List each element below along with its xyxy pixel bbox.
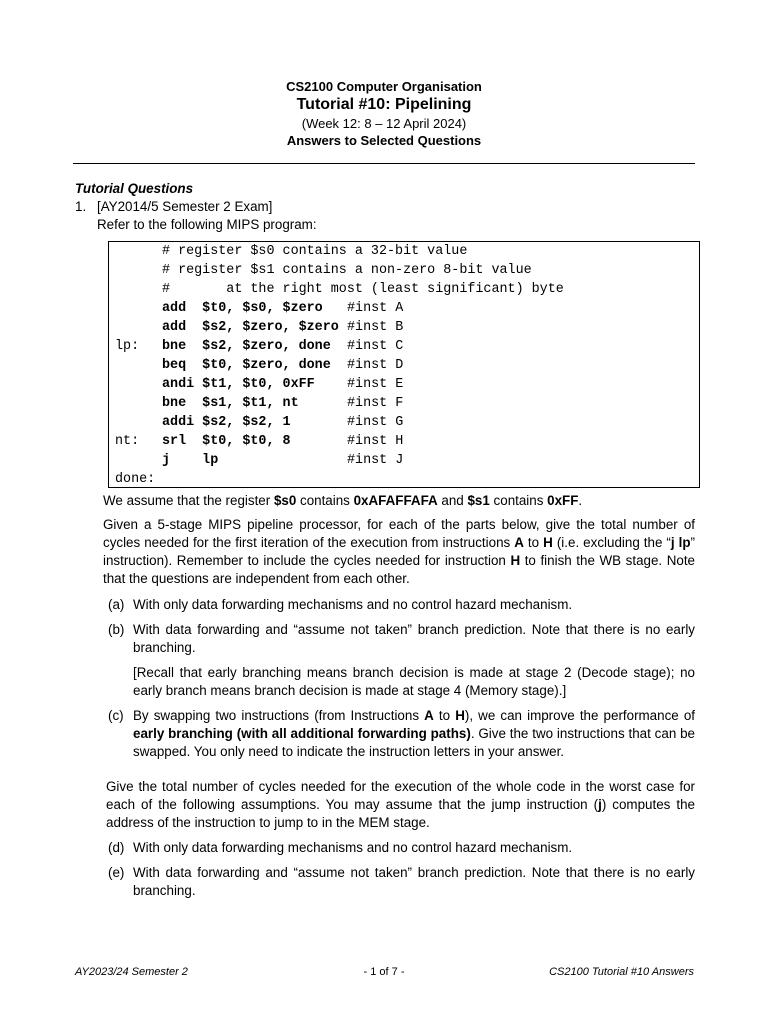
code-line: # at the right most (least significant) byte bbox=[162, 282, 564, 297]
register-assumption: We assume that the register $s0 contains 0xAFAFFAFA and $s1 contains 0xFF. bbox=[103, 493, 583, 508]
given-paragraph: Given a 5-stage MIPS pipeline processor, for each of the parts below, give the total number of cycles needed for the first iteration of the execution from instructions A to H (i.e. excluding the “j lp” instruction). Remember to include the cycles needed for instruction H to finish the WB stage. Note that the questions are independent from each other. bbox=[103, 517, 696, 586]
code-line: andi $t1, $t0, 0xFF #inst E bbox=[162, 377, 404, 392]
footer-semester: AY2023/24 Semester 2 bbox=[75, 966, 188, 978]
part-d: (d) With only data forwarding mechanisms and no control hazard mechanism. bbox=[108, 840, 573, 855]
code-line: bne $s1, $t1, nt #inst F bbox=[162, 396, 404, 411]
part-b-note: [Recall that early branching means branch decision is made at stage 2 (Decode stage); no early branch means branch decision is made at stage 4 (Memory stage).] bbox=[133, 665, 695, 698]
code-line: lp: bne $s2, $zero, done #inst C bbox=[115, 339, 404, 354]
page-title: Tutorial #10: Pipelining bbox=[296, 96, 472, 113]
course-name: CS2100 Computer Organisation bbox=[286, 79, 482, 94]
code-line: # register $s1 contains a non-zero 8-bit value bbox=[162, 263, 532, 278]
code-line: addi $s2, $s2, 1 #inst G bbox=[162, 415, 404, 430]
part-c: (c) By swapping two instructions (from Instructions A to H), we can improve the performance of early branching (with all additional forwarding paths). Give the two instructions that can be swapped. You only need to indicate the instruction letters in your answer. bbox=[108, 708, 696, 759]
code-line: beq $t0, $zero, done #inst D bbox=[162, 358, 404, 373]
question-intro: Refer to the following MIPS program: bbox=[97, 217, 317, 232]
code-line: add $t0, $s0, $zero #inst A bbox=[162, 301, 404, 316]
code-line: done: bbox=[115, 472, 156, 487]
code-line: j lp #inst J bbox=[162, 453, 404, 468]
footer-course: CS2100 Tutorial #10 Answers bbox=[549, 966, 694, 978]
code-line: # register $s0 contains a 32-bit value bbox=[162, 244, 468, 259]
code-listing bbox=[108, 241, 700, 488]
page-subtitle: Answers to Selected Questions bbox=[286, 133, 482, 148]
week-dates: (Week 12: 8 – 12 April 2024) bbox=[301, 116, 467, 131]
header-divider bbox=[73, 163, 695, 164]
part-e: (e) With data forwarding and “assume not taken” branch prediction. Note that there is no early branching. bbox=[108, 865, 695, 898]
part-a: (a) With only data forwarding mechanisms and no control hazard mechanism. bbox=[108, 597, 573, 612]
question-number: 1. bbox=[75, 199, 87, 214]
part-b: (b) With data forwarding and “assume not taken” branch prediction. Note that there is no early branching. bbox=[108, 622, 695, 655]
worst-case-paragraph: Give the total number of cycles needed for the execution of the whole code in the worst case for each of the following assumptions. You may assume that the jump instruction (j) computes the address of the instruction to jump to in the MEM stage. bbox=[106, 779, 695, 830]
section-heading: Tutorial Questions bbox=[75, 181, 194, 196]
code-line: nt: srl $t0, $t0, 8 #inst H bbox=[115, 434, 404, 449]
question-source: [AY2014/5 Semester 2 Exam] bbox=[97, 199, 273, 214]
code-line: add $s2, $zero, $zero #inst B bbox=[162, 320, 404, 335]
page-number: - 1 of 7 - bbox=[363, 966, 405, 978]
